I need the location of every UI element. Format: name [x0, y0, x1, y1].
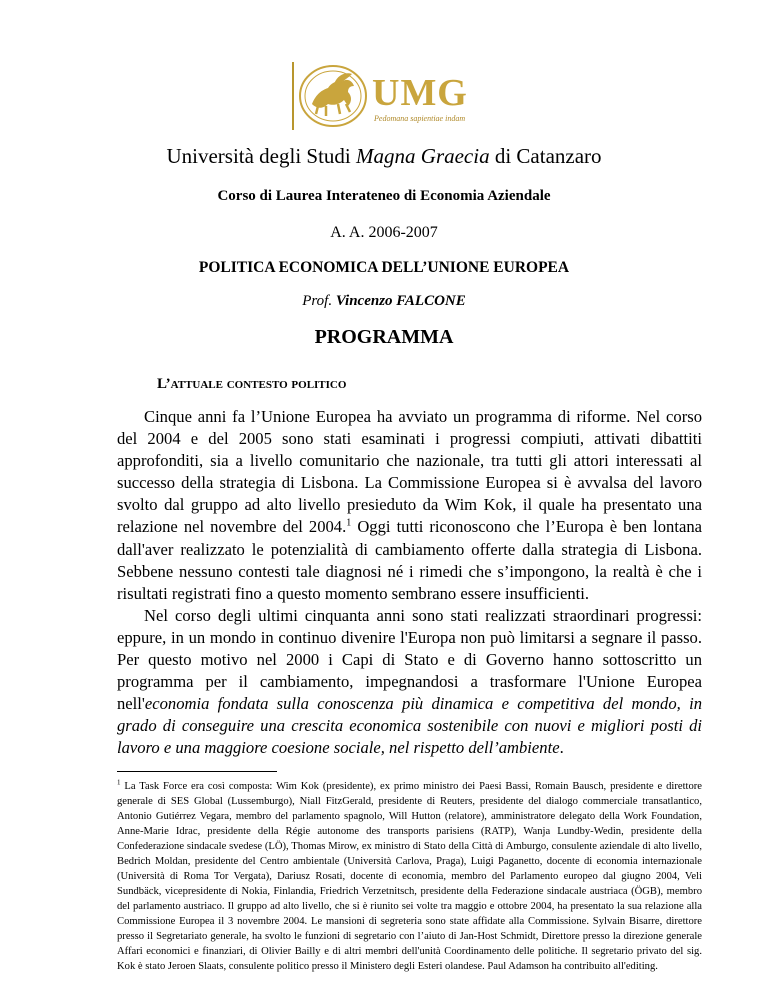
- university-logo: [288, 62, 488, 130]
- footnote-ref[interactable]: 1: [346, 517, 352, 529]
- footnote-text: La Task Force era così composta: Wim Kok (presidente), ex primo ministro dei Paesi Bassi, Romain Bausch, presidente e direttore generale di SES Global (Lussemburgo), Niall FitzGerald, presidente di Reuters, presidente del dialogo commerciale transatlantico, Antonio Gutiérrez Vegara, membro del parlamento spagnolo, Will Hutton (relatore), amministratore delegato della Work Foundation, Anne-Marie Idrac, presidente della Régie autonome des transports parisiens (RATP), Wanja Lundby-Wedin, presidente della Confederazione sindacale svedese (LÖ), Thomas Mirow, ex ministro di Stato della Città di Amburgo, consulente aziendale di alto livello, Bedrich Moldan, presidente del Centro ambientale (Università Carlova, Praga), Luigi Paganetto, docente di economia internazionale (Università di Roma Tor Vergata), Dariusz Rosati, docente di economia, membro del Parlamento europeo dal giugno 2004, Veli Sundbäck, vicepresidente di Nokia, Finlandia, Friedrich Verzetnitsch, presidente della Federazione sindacale austriaca (ÖGB), membro del parlamento austriaco. Il gruppo ad alto livello, che si è riunito sei volte tra maggio e ottobre 2004, ha presentato la sua relazione alla Commissione Europea il 3 novembre 2004. Le mansioni di segreteria sono state affidate alla Commissione. Sylvain Bisarre, direttore presso il Segretariato generale, ha svolto le funzioni di segretario con l’aiuto di Jan-Host Schmidt, Direttore presso la direzione generale Affari economici e finanziari, di Olivier Bailly e di altri membri dell'unità Coordinamento delle politiche. Il segretario privato del sig. Kok è stato Jeroen Slaats, consulente politico presso il Ministero degli Esteri olandese. Paul Adamson ha contribuito all'editing.: [117, 781, 702, 972]
- prof-name: Vincenzo FALCONE: [335, 293, 466, 309]
- body-text: [117, 406, 702, 760]
- subject-title: POLITICA ECONOMICA DELL’UNIONE EUROPEA: [198, 259, 570, 276]
- professor: [0, 293, 768, 310]
- paragraph-2-italic: economia fondata sulla conoscenza più dinamica e competitiva del mondo, in grado di conseguire una crescita economica sostenibile con nuovi e migliori posti di lavoro e una maggiore coesione sociale, nel rispetto dell’ambiente: [117, 694, 702, 758]
- paragraph-2-end: .: [559, 738, 564, 758]
- paragraph-2: [117, 605, 702, 760]
- logo-motto: Pedomana sapientiae indam: [374, 114, 466, 123]
- university-italic: Magna Graecia: [356, 144, 490, 168]
- paragraph-1-text-a: Cinque anni fa l’Unione Europea ha avviato un programma di riforme. Nel corso del 2004 e del 2005 sono stati esaminati i progressi compiuti, attivati dibattiti approfonditi, sia a livello comunitario che nazionale, tra tutti gli attori interessati al successo della strategia di Lisbona. La Commissione Europea si è avvalsa del lavoro svolto dal gruppo ad alto livello presieduto da Wim Kok, il quale ha presentato una relazione nel novembre del 2004.: [117, 407, 702, 537]
- university-suffix: di Catanzaro: [489, 144, 602, 168]
- university-prefix: Università degli Studi: [166, 144, 357, 168]
- footnote-separator: [117, 771, 277, 772]
- logo-text: UMG: [372, 72, 468, 114]
- footnote-number: 1: [117, 778, 121, 787]
- paragraph-1: [117, 406, 702, 605]
- paragraph-2-text-a: Nel corso degli ultimi cinquanta anni sono stati realizzati straordinari progressi: eppure, in un mondo in continuo divenire l'Europa non può limitarsi a segnare il passo. Per questo motivo nel 2000 i Capi di Stato e di Governo hanno sottoscritto un programma per il cambiamento, impegnandosi a trasformare l'Unione Europea nell': [117, 605, 702, 714]
- section-heading: L’attuale contesto politico: [157, 376, 347, 392]
- academic-year: A. A. 2006-2007: [330, 224, 438, 241]
- horse-emblem-icon: [298, 64, 368, 128]
- course-name: Corso di Laurea Interateneo di Economia Aziendale: [217, 188, 551, 204]
- paragraph-1-text-b: Oggi tutti riconoscono che l’Europa è ben lontana dall'aver realizzato le potenzialità di cambiamento offerte dalla strategia di Lisbona. Sebbene nessuno contesti tale diagnosi né i rimedi che s’impongono, la realtà è che i risultati registrati fino a questo momento sembrano essere insufficienti.: [117, 517, 702, 603]
- page-title: PROGRAMMA: [314, 326, 454, 348]
- prof-prefix: Prof.: [302, 293, 336, 309]
- logo-divider: [292, 62, 294, 130]
- university-name: [0, 144, 768, 169]
- footnote: [117, 779, 702, 974]
